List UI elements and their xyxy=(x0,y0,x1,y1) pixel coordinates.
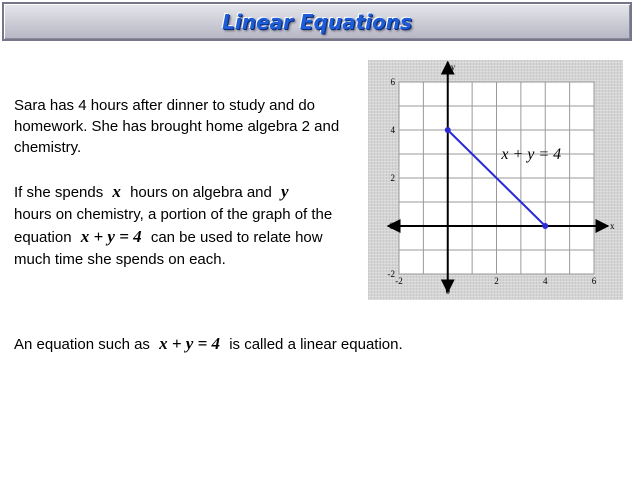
y-tick-label: 6 xyxy=(390,77,395,87)
context-text-1: If she spends xyxy=(14,184,104,201)
slide-title: Linear Equations xyxy=(222,9,412,34)
y-tick-label: 2 xyxy=(390,173,395,183)
segment-endpoint-y-intercept xyxy=(445,127,451,133)
y-axis-label: y xyxy=(450,62,456,72)
context-paragraph xyxy=(14,181,334,271)
title-bar xyxy=(2,2,632,41)
variable-x: x xyxy=(112,182,121,201)
equation-inline: x + y = 4 xyxy=(80,227,142,246)
equation-definition: x + y = 4 xyxy=(159,334,221,353)
definition-paragraph xyxy=(14,333,574,355)
coordinate-graph xyxy=(368,60,623,300)
y-tick-label: 4 xyxy=(390,125,395,135)
segment-endpoint-x-intercept xyxy=(542,223,548,229)
origin-label-x: 0 xyxy=(445,286,450,296)
x-tick-label: -2 xyxy=(395,276,403,286)
x-tick-label: 6 xyxy=(591,276,597,286)
origin-label-y: 0 xyxy=(389,221,394,231)
context-text-2: hours on algebra and xyxy=(130,184,272,201)
intro-paragraph: Sara has 4 hours after dinner to study and do homework. She has brought home algebra 2 and chemistry. xyxy=(14,97,340,156)
y-tick-label: -2 xyxy=(387,269,395,279)
context-text-3: hours on chemistry, a portion of the graph of the equation xyxy=(14,206,333,246)
x-tick-label: 2 xyxy=(494,276,499,286)
x-tick-label: 4 xyxy=(543,276,548,286)
variable-y: y xyxy=(281,182,289,201)
equation-line-label: x + y = 4 xyxy=(501,145,562,163)
definition-text-1: An equation such as xyxy=(14,336,150,353)
context-text-4: can be used to relate how much time she spends on each. xyxy=(14,229,323,268)
definition-text-2: is called a linear equation. xyxy=(229,336,403,353)
graph-svg xyxy=(368,60,623,300)
x-axis-label: x xyxy=(610,221,615,231)
